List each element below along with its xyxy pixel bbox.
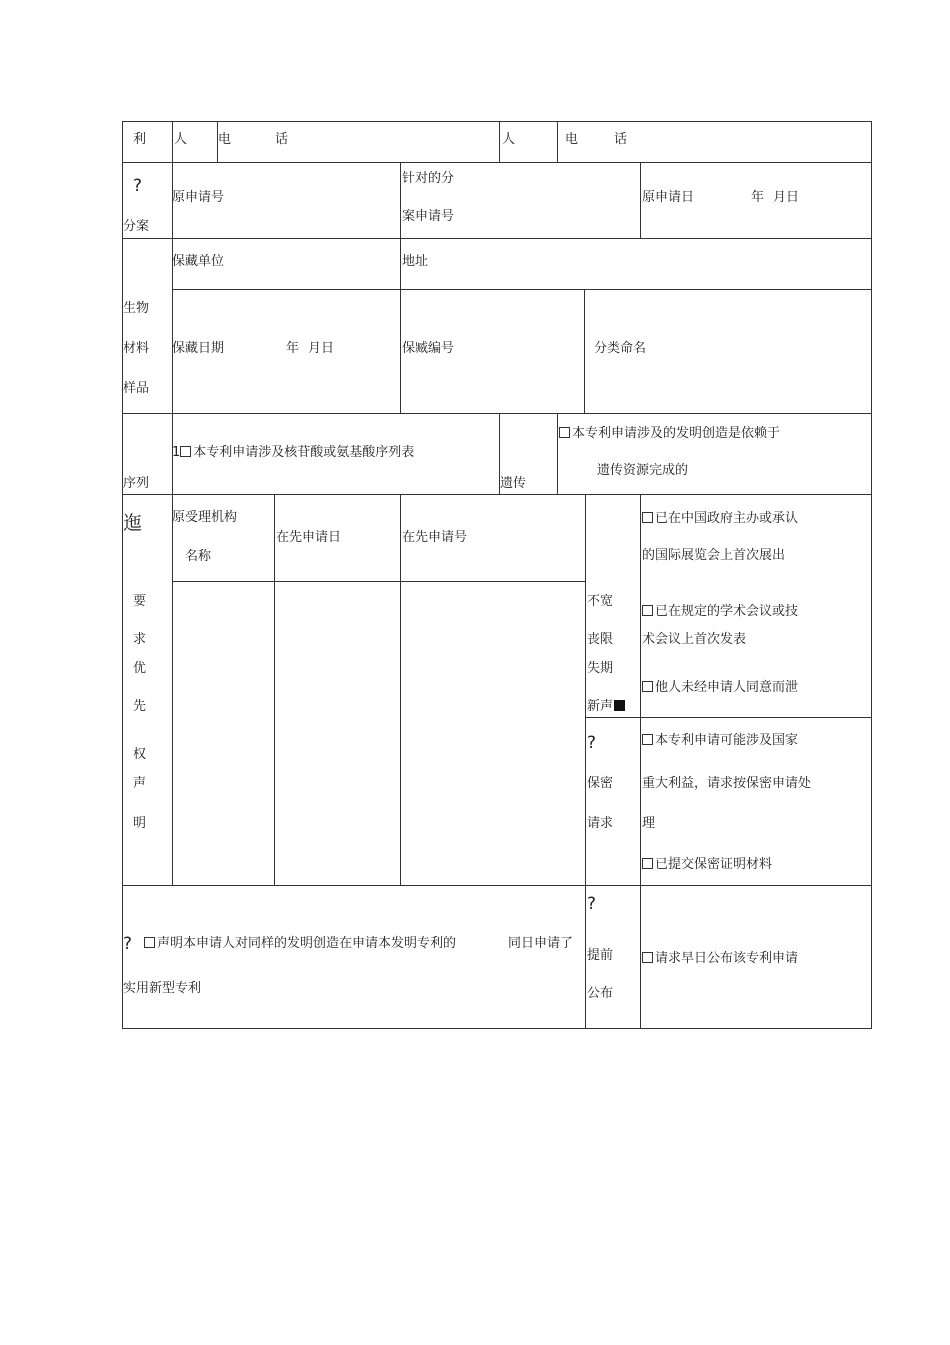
priority-label-char-7: 明 bbox=[133, 816, 147, 831]
grace-label-l1: 不宽 bbox=[587, 594, 614, 609]
filled-square-icon bbox=[614, 700, 625, 711]
grace-option-2-l1 bbox=[642, 604, 798, 620]
priority-label-char-4: 先 bbox=[133, 699, 147, 714]
divisional-label: 分案 bbox=[123, 219, 150, 234]
table-border-top bbox=[122, 121, 872, 122]
secrecy-option-1-checkbox[interactable] bbox=[642, 734, 653, 745]
address-label: 地址 bbox=[402, 254, 429, 269]
early-publication-checkbox[interactable] bbox=[642, 952, 653, 963]
bio-material-label-l2: 材料 bbox=[123, 341, 150, 356]
declaration-text-b: 同日申请了 bbox=[508, 936, 574, 951]
secrecy-option-2-text: 已提交保密证明材料 bbox=[655, 857, 773, 872]
declaration-text-c: 实用新型专利 bbox=[123, 981, 202, 996]
col-divider bbox=[172, 494, 173, 885]
col-divider bbox=[640, 162, 641, 238]
early-publication-label-l1: 提前 bbox=[587, 948, 614, 963]
row-divider bbox=[122, 885, 872, 886]
priority-label-char-3: 优 bbox=[133, 661, 147, 676]
original-filing-date-monthday: 月日 bbox=[773, 190, 800, 205]
secrecy-option-1-l2: 重大利益，请求按保密申请处 bbox=[642, 776, 812, 791]
col-divider bbox=[400, 238, 401, 413]
row-divider bbox=[122, 494, 872, 495]
genetic-text-l1: 本专利申请涉及的发明创造是依赖于 bbox=[572, 426, 781, 441]
secrecy-option-1-l1 bbox=[642, 733, 798, 749]
declaration-text-a: 声明本申请人对同样的发明创造在申请本发明专利的 bbox=[157, 936, 457, 951]
prior-date-header: 在先申请日 bbox=[276, 530, 342, 545]
row-divider bbox=[172, 581, 585, 582]
prior-office-header-l1: 原受理机构 bbox=[172, 510, 238, 525]
original-filing-date-label: 原申请日 bbox=[642, 190, 695, 205]
col-divider bbox=[400, 494, 401, 885]
grace-option-1-checkbox[interactable] bbox=[642, 512, 653, 523]
grace-option-1-l1 bbox=[642, 511, 798, 527]
genetic-option-l2: 遗传资源完成的 bbox=[597, 463, 689, 478]
grace-option-3-text: 他人未经申请人同意而泄 bbox=[655, 680, 799, 695]
divisional-question-mark: ? bbox=[133, 176, 143, 196]
declaration-checkbox[interactable] bbox=[144, 937, 155, 948]
sequence-label: 序列 bbox=[123, 476, 150, 491]
grace-option-3-checkbox[interactable] bbox=[642, 681, 653, 692]
cell-phone-label-2: 话 bbox=[275, 132, 289, 147]
depositary-label: 保藏单位 bbox=[172, 254, 225, 269]
sequence-prefix: 1 bbox=[172, 445, 181, 460]
col-divider bbox=[274, 494, 275, 885]
col-divider bbox=[172, 121, 173, 162]
early-publication-label-l2: 公布 bbox=[587, 986, 614, 1001]
genetic-label: 遗传 bbox=[500, 476, 527, 491]
sequence-checkbox[interactable] bbox=[180, 446, 191, 457]
declaration-option-line-1 bbox=[144, 936, 456, 952]
secrecy-option-1-text: 本专利申请可能涉及国家 bbox=[655, 733, 799, 748]
grace-label-l4-text: 新声 bbox=[587, 699, 614, 714]
col-divider bbox=[400, 162, 401, 238]
table-border-left bbox=[122, 121, 123, 1029]
secrecy-question-mark: ? bbox=[587, 733, 597, 753]
col-divider bbox=[499, 121, 500, 162]
deposit-no-label: 保臧编号 bbox=[402, 341, 455, 356]
row-divider bbox=[122, 413, 872, 414]
sequence-text: 本专利申请涉及核苷酸或氨基酸序列表 bbox=[193, 445, 415, 460]
classification-label: 分类命名 bbox=[594, 341, 647, 356]
priority-label-char-2: 求 bbox=[133, 632, 147, 647]
original-application-no-label: 原申请号 bbox=[172, 190, 225, 205]
cell-phone-label-1: 电 bbox=[218, 132, 232, 147]
col-divider bbox=[557, 121, 558, 162]
grace-option-1-l2: 的国际展览会上首次展出 bbox=[642, 548, 786, 563]
cell-applicant-label: 利 bbox=[133, 132, 147, 147]
bio-material-label-l1: 生物 bbox=[123, 301, 150, 316]
target-divisional-label-l2: 案申请号 bbox=[402, 209, 455, 224]
grace-label-l3: 失期 bbox=[587, 661, 614, 676]
target-divisional-label-l1: 针对的分 bbox=[402, 171, 455, 186]
row-divider bbox=[172, 289, 872, 290]
cell-contact-person-label: 人 bbox=[502, 132, 516, 147]
sequence-option bbox=[172, 445, 414, 461]
deposit-date-label: 保藏日期 bbox=[172, 341, 225, 356]
deposit-date-monthday: 月日 bbox=[308, 341, 335, 356]
declaration-question-mark: ? bbox=[123, 934, 133, 954]
prior-office-header-l2: 名称 bbox=[185, 549, 212, 564]
secrecy-option-2-checkbox[interactable] bbox=[642, 858, 653, 869]
bio-material-label-l3: 样品 bbox=[123, 381, 150, 396]
priority-label-char-6: 声 bbox=[133, 776, 147, 791]
row-divider bbox=[122, 238, 872, 239]
grace-option-2-text: 已在规定的学术会议或技 bbox=[655, 604, 799, 619]
priority-mark: 迤 bbox=[123, 512, 143, 534]
secrecy-label-l2: 请求 bbox=[587, 816, 614, 831]
deposit-date-year: 年 bbox=[286, 341, 300, 356]
grace-option-2-checkbox[interactable] bbox=[642, 605, 653, 616]
col-divider bbox=[584, 289, 585, 413]
grace-option-1-text: 已在中国政府主办或承认 bbox=[655, 511, 799, 526]
cell-contact-phone-label-1: 电 bbox=[565, 132, 579, 147]
early-publication-text: 请求早日公布该专利申请 bbox=[655, 951, 799, 966]
priority-label-char-5: 权 bbox=[133, 747, 147, 762]
genetic-option-l1 bbox=[559, 426, 780, 442]
row-divider bbox=[122, 162, 872, 163]
early-publication-question-mark: ? bbox=[587, 894, 597, 914]
table-border-bottom bbox=[122, 1028, 872, 1029]
original-filing-date-year: 年 bbox=[751, 190, 765, 205]
col-divider bbox=[585, 494, 586, 1028]
grace-label-l4 bbox=[587, 699, 625, 715]
col-divider bbox=[557, 413, 558, 494]
genetic-checkbox[interactable] bbox=[559, 427, 570, 438]
secrecy-option-2 bbox=[642, 857, 772, 873]
priority-label-char-1: 要 bbox=[133, 594, 147, 609]
cell-person-label: 人 bbox=[174, 132, 188, 147]
grace-option-2-l2: 术会议上首次发表 bbox=[642, 632, 747, 647]
row-divider bbox=[585, 717, 872, 718]
col-divider bbox=[640, 494, 641, 1028]
cell-contact-phone-label-2: 话 bbox=[614, 132, 628, 147]
early-publication-option bbox=[642, 951, 798, 967]
table-border-right bbox=[871, 121, 872, 1029]
secrecy-option-1-l3: 理 bbox=[642, 816, 656, 831]
prior-no-header: 在先申请号 bbox=[402, 530, 468, 545]
secrecy-label-l1: 保密 bbox=[587, 776, 614, 791]
grace-option-3 bbox=[642, 680, 798, 696]
grace-label-l2: 丧限 bbox=[587, 632, 614, 647]
